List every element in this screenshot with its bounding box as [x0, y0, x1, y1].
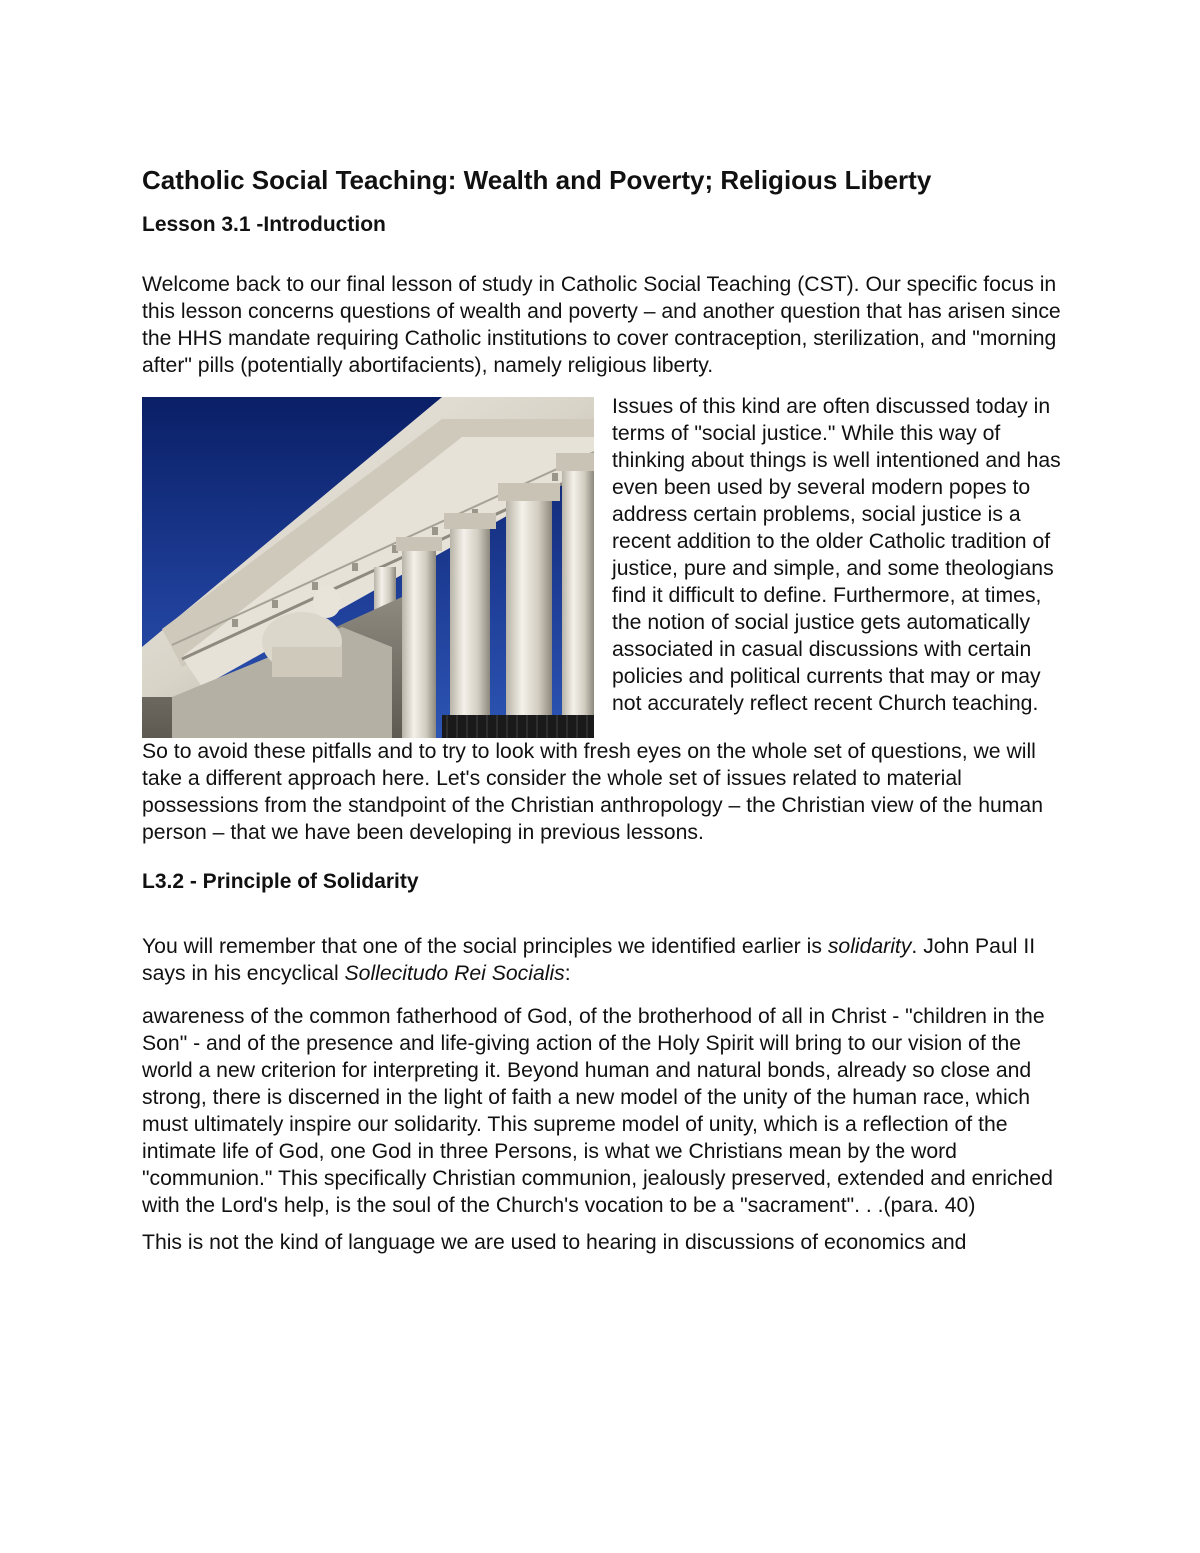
solidarity-text-3: :: [564, 962, 571, 985]
intro-paragraph: Welcome back to our final lesson of study in Catholic Social Teaching (CST). Our specific focus in this lesson concerns questions of wealth and poverty – and another question that has arisen since the HHS mandate requiring Catholic institutions to cover contraception, sterilization, and "morning after" pills (potentially abortifacients), namely religious liberty.: [142, 273, 1061, 377]
solidarity-paragraph: [142, 933, 1062, 987]
solidarity-term: solidarity: [827, 935, 912, 958]
document-page: [142, 163, 1062, 1256]
encyclical-title: Sollecitudo Rei Socialis: [344, 962, 565, 985]
closing-paragraph: This is not the kind of language we are used to hearing in discussions of economics and: [142, 1231, 967, 1254]
section-heading: L3.2 - Principle of Solidarity: [142, 870, 419, 893]
solidarity-text-2: . John Paul II says in his encyclical: [142, 935, 1036, 985]
approach-paragraph: So to avoid these pitfalls and to try to look with fresh eyes on the whole set of questions, we will take a different approach here. Let's consider the whole set of issues related to material possessions from the standpoint of the Christian anthropology – the Christian view of the human person – that we have been developing in previous lessons.: [142, 740, 1043, 844]
encyclical-quote: awareness of the common fatherhood of God, of the brotherhood of all in Christ - "children in the Son" - and of the presence and life-giving action of the Holy Spirit will bring to our vision of the world a new criterion for interpreting it. Beyond human and natural bonds, already so close and strong, there is discerned in the light of faith a new model of the unity of the human race, which must ultimately inspire our solidarity. This supreme model of unity, which is a reflection of the intimate life of God, one God in three Persons, is what we Christians mean by the word "communion." This specifically Christian communion, jealously preserved, extended and enriched with the Lord's help, is the soul of the Church's vocation to be a "sacrament". . .(para. 40): [142, 1005, 1053, 1217]
image-text-block: [142, 393, 1062, 717]
document-title: Catholic Social Teaching: Wealth and Poverty; Religious Liberty: [142, 165, 932, 195]
solidarity-text-1: You will remember that one of the social principles we identified earlier is: [142, 935, 828, 958]
social-justice-paragraph: Issues of this kind are often discussed today in terms of "social justice." While this way of thinking about things is well intentioned and has even been used by several modern popes to address certain problems, social justice is a recent addition to the older Catholic tradition of justice, pure and simple, and some theologians find it difficult to define. Furthermore, at times, the notion of social justice gets automatically associated in casual discussions with certain policies and political currents that may or may not accurately reflect recent Church teaching.: [612, 395, 1061, 715]
supreme-court-photo: [142, 397, 594, 738]
lesson-heading: Lesson 3.1 -Introduction: [142, 213, 386, 236]
